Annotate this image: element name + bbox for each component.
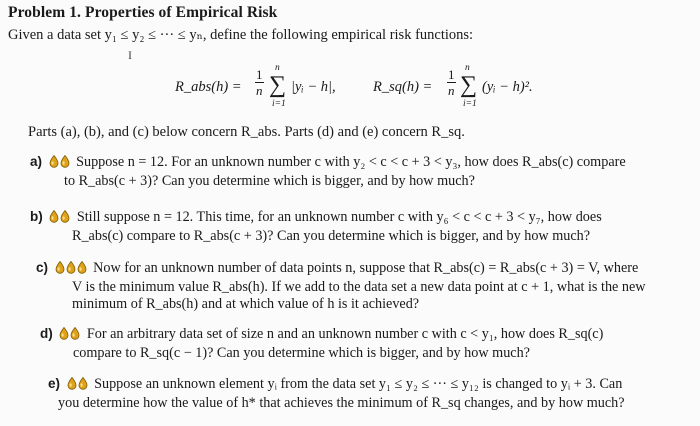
question-a-label: a) — [30, 154, 43, 169]
rsq-fraction-den: n — [448, 83, 455, 98]
drop-icon — [49, 210, 59, 223]
question-a-line2: to R_abs(c + 3)? Can you determine which is bigger, and by how much? — [64, 173, 475, 189]
question-d-line2: compare to R_sq(c − 1)? Can you determine which is bigger, and by how much? — [73, 345, 530, 361]
rabs-sum-bottom: i=1 — [272, 99, 286, 109]
rsq-sum-top: n — [465, 63, 470, 73]
drop-icon — [60, 155, 70, 168]
difficulty-icon — [55, 261, 88, 279]
drop-icon — [55, 261, 65, 274]
question-b-label: b) — [30, 209, 43, 224]
drop-icon — [67, 377, 77, 390]
question-d — [40, 325, 603, 362]
difficulty-icon — [49, 155, 71, 173]
question-e-line1: Suppose an unknown element yᵢ from the data set y₁ ≤ y₂ ≤ ··· ≤ y₁₂ is changed to yᵢ + 3. Can — [94, 376, 623, 392]
rsq-fraction — [447, 67, 456, 98]
question-a-line1: Suppose n = 12. For an unknown number c with y₂ < c < c + 3 < y₃, how does R_abs(c) compare — [76, 154, 626, 170]
rsq-fraction-num: 1 — [448, 67, 455, 82]
drop-icon — [66, 261, 76, 274]
question-b-line2: R_abs(c) compare to R_abs(c + 3)? Can you determine which is bigger, and by how much? — [72, 228, 591, 244]
text-cursor: I — [128, 48, 132, 62]
rsq-sum-bottom: i=1 — [463, 99, 477, 109]
difficulty-icon — [67, 377, 89, 395]
drop-icon — [77, 261, 87, 274]
question-c-line3: minimum of R_abs(h) and at which value of h is it achieved? — [72, 296, 420, 312]
question-e-line2: you determine how the value of h* that achieves the minimum of R_sq changes, and by how much? — [58, 395, 625, 411]
rabs-fraction-den: n — [256, 83, 263, 98]
question-e-label: e) — [48, 376, 61, 391]
rabs-term: |yᵢ − h|, — [291, 79, 336, 95]
question-d-line1: For an arbitrary data set of size n and an unknown number c with c < y₁, how does R_sq(c) — [86, 326, 604, 342]
rabs-fraction-num: 1 — [256, 67, 263, 82]
difficulty-icon — [49, 210, 71, 228]
rabs-lhs: R_abs(h) = — [175, 79, 242, 95]
problem-title: Problem 1. Properties of Empirical Risk — [8, 4, 278, 21]
given-statement — [8, 27, 474, 62]
question-c — [36, 259, 646, 313]
question-e — [48, 375, 625, 412]
question-d-label: d) — [40, 326, 53, 341]
question-a — [30, 153, 626, 190]
drop-icon — [60, 210, 70, 223]
question-c-label: c) — [36, 260, 49, 275]
question-c-line2: V is the minimum value R_abs(h). If we add to the data set a new data point at c + 1, what is the new — [72, 279, 646, 295]
rabs-fraction — [255, 67, 264, 98]
question-b-line1: Still suppose n = 12. This time, for an unknown number c with y₆ < c < c + 3 < y₇, how does — [76, 209, 602, 225]
parts-note: Parts (a), (b), and (c) below concern R_abs. Parts (d) and (e) concern R_sq. — [28, 124, 465, 140]
rabs-sum-top: n — [275, 63, 280, 73]
rsq-term: (yᵢ − h)². — [482, 79, 533, 95]
question-b — [30, 208, 602, 245]
drop-icon — [70, 327, 80, 340]
rsq-lhs: R_sq(h) = — [373, 79, 433, 95]
given-text: Given a data set y₁ ≤ y₂ ≤ ··· ≤ yₙ, define the following empirical risk functions: — [8, 27, 474, 43]
difficulty-icon — [59, 327, 81, 345]
risk-formulas — [175, 63, 535, 117]
rabs-sigma: ∑ — [269, 72, 287, 98]
drop-icon — [59, 327, 69, 340]
drop-icon — [78, 377, 88, 390]
drop-icon — [49, 155, 59, 168]
question-c-line1: Now for an unknown number of data points n, suppose that R_abs(c) = R_abs(c + 3) = V, where — [93, 260, 639, 276]
rsq-sigma: ∑ — [460, 72, 478, 98]
